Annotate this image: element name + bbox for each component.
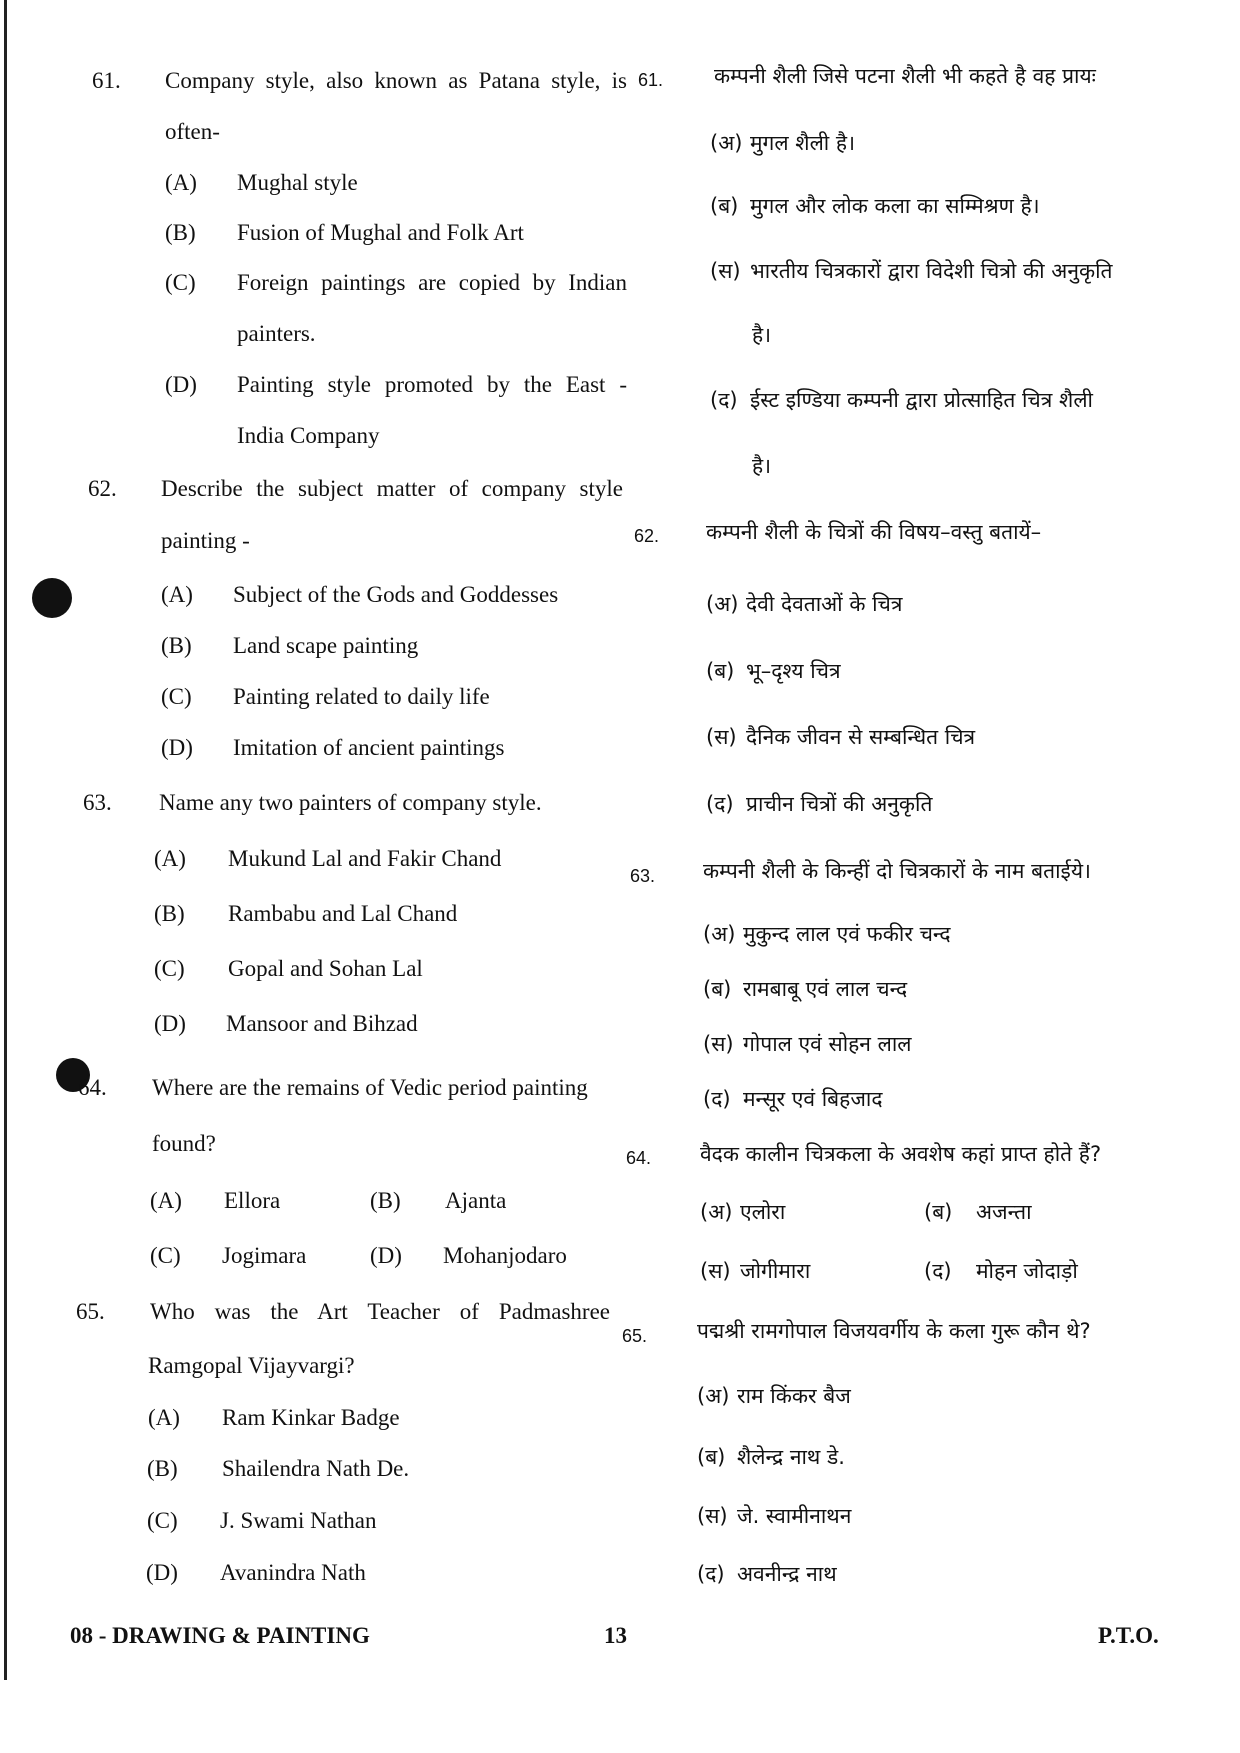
pto-label: P.T.O. bbox=[1098, 1623, 1159, 1648]
q65-option-d-label: (D) bbox=[146, 1560, 178, 1585]
q61-option-a-text: Mughal style bbox=[237, 170, 358, 195]
q61-option-d-text-line1: Painting style promoted by the East - bbox=[237, 372, 627, 397]
q65-option-c-label: (C) bbox=[147, 1508, 178, 1533]
q62-question-line2: painting - bbox=[161, 528, 250, 553]
hi-q64-option-d-label: (द) bbox=[924, 1259, 952, 1283]
hi-q61-option-a-label: (अ) bbox=[710, 131, 743, 155]
q62-number: 62. bbox=[88, 476, 117, 501]
q61-option-a-label: (A) bbox=[165, 170, 197, 195]
q63-option-c-text: Gopal and Sohan Lal bbox=[228, 956, 423, 981]
q64-option-a-text: Ellora bbox=[224, 1188, 281, 1213]
q61-option-c-text-line1: Foreign paintings are copied by Indian bbox=[237, 270, 627, 295]
hi-q61-option-c-text-line1: भारतीय चित्रकारों द्वारा विदेशी चित्रो की अनुकृति bbox=[750, 259, 1113, 283]
hi-q61-option-d-text-line1: ईस्ट इण्डिया कम्पनी द्वारा प्रोत्साहित चित्र शैली bbox=[750, 388, 1093, 412]
hi-q63-number: 63. bbox=[630, 866, 656, 886]
hi-q65-option-d-text: अवनीन्द्र नाथ bbox=[737, 1562, 837, 1586]
q62-option-d-label: (D) bbox=[161, 735, 193, 760]
q63-number: 63. bbox=[83, 790, 112, 815]
q65-option-c-text: J. Swami Nathan bbox=[220, 1508, 377, 1533]
q64-option-c-text: Jogimara bbox=[222, 1243, 307, 1268]
hi-q65-option-c-label: (स) bbox=[697, 1504, 728, 1528]
hi-q65-question: पद्मश्री रामगोपाल विजयवर्गीय के कला गुरू कौन थे? bbox=[697, 1319, 1091, 1343]
hi-q62-option-a-label: (अ) bbox=[706, 592, 739, 616]
hi-q65-option-b-label: (ब) bbox=[697, 1445, 726, 1469]
hi-q61-question: कम्पनी शैली जिसे पटना शैली भी कहते है वह प्रायः bbox=[714, 64, 1096, 88]
hi-q64-number: 64. bbox=[626, 1148, 652, 1168]
q65-question-line2: Ramgopal Vijayvargi? bbox=[148, 1353, 355, 1378]
q62-option-c-text: Painting related to daily life bbox=[233, 684, 490, 709]
q63-option-a-text: Mukund Lal and Fakir Chand bbox=[228, 846, 502, 871]
hi-q63-option-c-text: गोपाल एवं सोहन लाल bbox=[743, 1032, 912, 1056]
q64-number: 64. bbox=[78, 1075, 107, 1100]
q63-option-a-label: (A) bbox=[154, 846, 186, 871]
q61-option-d-label: (D) bbox=[165, 372, 197, 397]
q61-option-d-text-line2: India Company bbox=[237, 423, 380, 448]
q62-option-a-text: Subject of the Gods and Goddesses bbox=[233, 582, 559, 607]
q64-option-c-label: (C) bbox=[150, 1243, 181, 1268]
hi-q63-option-a-label: (अ) bbox=[703, 922, 736, 946]
q63-option-d-label: (D) bbox=[154, 1011, 186, 1036]
hi-q61-number: 61. bbox=[638, 70, 664, 90]
q62-option-a-label: (A) bbox=[161, 582, 193, 607]
q61-option-c-label: (C) bbox=[165, 270, 196, 295]
q65-number: 65. bbox=[76, 1299, 105, 1324]
hi-q65-option-a-label: (अ) bbox=[697, 1384, 730, 1408]
q62-option-d-text: Imitation of ancient paintings bbox=[233, 735, 505, 760]
footer-subject: 08 - DRAWING & PAINTING bbox=[70, 1623, 370, 1648]
hi-q61-option-d-text-line2: है। bbox=[752, 454, 772, 478]
q62-option-b-label: (B) bbox=[161, 633, 192, 658]
q62-question-line1: Describe the subject matter of company style bbox=[161, 476, 623, 501]
hi-q61-option-c-label: (स) bbox=[710, 259, 741, 283]
hi-q63-option-a-text: मुकुन्द लाल एवं फकीर चन्द bbox=[743, 922, 951, 946]
hi-q64-option-a-text: एलोरा bbox=[740, 1200, 786, 1224]
hi-q63-option-d-text: मन्सूर एवं बिहजाद bbox=[743, 1087, 883, 1111]
hi-q64-question: वैदक कालीन चित्रकला के अवशेष कहां प्राप्त होते हैं? bbox=[700, 1142, 1102, 1166]
q64-option-d-label: (D) bbox=[370, 1243, 402, 1268]
hi-q64-option-b-label: (ब) bbox=[924, 1200, 953, 1224]
hi-q62-question: कम्पनी शैली के चित्रों की विषय–वस्तु बतायें– bbox=[706, 520, 1042, 544]
q64-question-line1: Where are the remains of Vedic period painting bbox=[152, 1075, 588, 1100]
q61-option-b-label: (B) bbox=[165, 220, 196, 245]
q64-option-a-label: (A) bbox=[150, 1188, 182, 1213]
hi-q64-option-a-label: (अ) bbox=[700, 1200, 733, 1224]
hi-q64-option-b-text: अजन्ता bbox=[976, 1200, 1032, 1224]
hi-q64-option-c-text: जोगीमारा bbox=[740, 1259, 811, 1283]
hi-q62-option-a-text: देवी देवताओं के चित्र bbox=[746, 592, 903, 616]
q65-option-a-text: Ram Kinkar Badge bbox=[222, 1405, 400, 1430]
hi-q61-option-b-label: (ब) bbox=[710, 194, 739, 218]
q63-option-b-label: (B) bbox=[154, 901, 185, 926]
hi-q61-option-d-label: (द) bbox=[710, 388, 738, 412]
hi-q61-option-b-text: मुगल और लोक कला का सम्मिश्रण है। bbox=[750, 194, 1040, 218]
hi-q62-option-d-text: प्राचीन चित्रों की अनुकृति bbox=[746, 792, 933, 816]
hi-q65-number: 65. bbox=[622, 1326, 648, 1346]
q65-question-line1: Who was the Art Teacher of Padmashree bbox=[150, 1299, 610, 1324]
left-margin-line bbox=[4, 0, 7, 1680]
hi-q64-option-c-label: (स) bbox=[700, 1259, 731, 1283]
hi-q62-number: 62. bbox=[634, 526, 660, 546]
hi-q63-option-b-text: रामबाबू एवं लाल चन्द bbox=[743, 977, 908, 1001]
hi-q63-option-d-label: (द) bbox=[703, 1087, 731, 1111]
hi-q63-option-b-label: (ब) bbox=[703, 977, 732, 1001]
hi-q63-question: कम्पनी शैली के किन्हीं दो चित्रकारों के नाम बताईये। bbox=[703, 859, 1091, 883]
q63-option-b-text: Rambabu and Lal Chand bbox=[228, 901, 458, 926]
hi-q63-option-c-label: (स) bbox=[703, 1032, 734, 1056]
hi-q65-option-d-label: (द) bbox=[697, 1562, 725, 1586]
hi-q62-option-c-text: दैनिक जीवन से सम्बन्धित चित्र bbox=[746, 725, 976, 749]
hi-q65-option-b-text: शैलेन्द्र नाथ डे. bbox=[737, 1445, 845, 1469]
q62-option-c-label: (C) bbox=[161, 684, 192, 709]
hi-q62-option-d-label: (द) bbox=[706, 792, 734, 816]
q65-option-d-text: Avanindra Nath bbox=[220, 1560, 366, 1585]
q61-question-line1: Company style, also known as Patana style, is bbox=[165, 68, 627, 93]
punch-mark-1 bbox=[32, 578, 72, 618]
hi-q65-option-c-text: जे. स्वामीनाथन bbox=[737, 1504, 852, 1528]
q65-option-b-text: Shailendra Nath De. bbox=[222, 1456, 410, 1481]
hi-q62-option-c-label: (स) bbox=[706, 725, 737, 749]
hi-q62-option-b-text: भू–दृश्य चित्र bbox=[746, 659, 841, 683]
hi-q65-option-a-text: राम किंकर बैज bbox=[737, 1384, 851, 1408]
q65-option-b-label: (B) bbox=[147, 1456, 178, 1481]
q64-option-b-label: (B) bbox=[370, 1188, 401, 1213]
q61-number: 61. bbox=[92, 68, 121, 93]
page-number: 13 bbox=[604, 1623, 627, 1648]
q64-option-b-text: Ajanta bbox=[445, 1188, 507, 1213]
q63-option-c-label: (C) bbox=[154, 956, 185, 981]
q64-question-line2: found? bbox=[152, 1131, 216, 1156]
hi-q64-option-d-text: मोहन जोदाड़ो bbox=[976, 1259, 1078, 1283]
q61-option-c-text-line2: painters. bbox=[237, 321, 316, 346]
q61-option-b-text: Fusion of Mughal and Folk Art bbox=[237, 220, 524, 245]
q65-option-a-label: (A) bbox=[148, 1405, 180, 1430]
q64-option-d-text: Mohanjodaro bbox=[443, 1243, 567, 1268]
q63-option-d-text: Mansoor and Bihzad bbox=[226, 1011, 418, 1036]
q61-question-line2: often- bbox=[165, 119, 220, 144]
hi-q61-option-c-text-line2: है। bbox=[752, 323, 772, 347]
hi-q61-option-a-text: मुगल शैली है। bbox=[750, 131, 856, 155]
q63-question: Name any two painters of company style. bbox=[159, 790, 542, 815]
hi-q62-option-b-label: (ब) bbox=[706, 659, 735, 683]
q62-option-b-text: Land scape painting bbox=[233, 633, 419, 658]
